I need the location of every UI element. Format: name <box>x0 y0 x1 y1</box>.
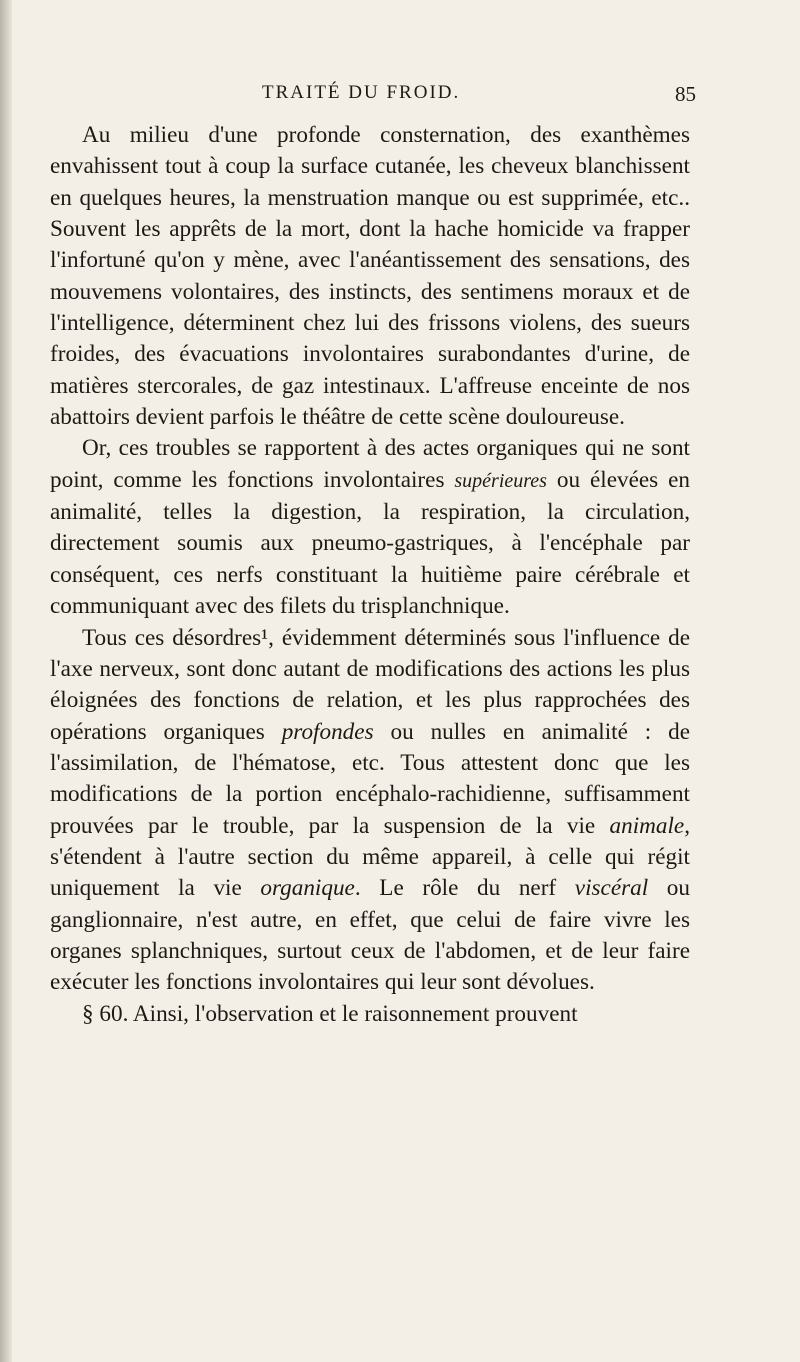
running-head <box>50 82 696 114</box>
italic-text: animale <box>609 812 685 839</box>
book-page <box>50 82 696 1030</box>
paragraph-text: , s'étendent à l'autre section du même appareil, à celle qui régit uniquement la vie <box>50 812 690 902</box>
paragraph-text: Or, ces troubles se rapportent à des actes organiques qui ne sont point, comme les fonctions involontaires <box>50 435 690 493</box>
paragraph <box>50 120 690 433</box>
italic-text: viscéral <box>574 875 649 902</box>
paragraph-text: . Le rôle du nerf <box>354 875 575 902</box>
paragraph <box>50 433 690 622</box>
scan-edge-shadow <box>0 0 12 1362</box>
running-title: TRAITÉ DU FROID. <box>262 82 461 103</box>
paragraph-text: Au milieu d'une profonde consternation, des exanthèmes envahissent tout à coup la surface cutanée, les cheveux blanchissent en quelques heures, la menstruation manque ou est supprimée, etc.. Souvent les apprêts de la mort, dont la hache homicide va frapper l'infortuné qu'on y mène, avec l'anéantissement des sensations, des mouvemens volontaires, des instincts, des sentimens moraux et de l'intelligence, déterminent chez lui des frissons violens, des sueurs froides, des évacuations involontaires surabondantes d'urine, de matières stercorales, de gaz intestinaux. L'affreuse enceinte de nos abattoirs devient parfois le théâtre de cette scène douloureuse. <box>50 122 690 431</box>
paragraph-text: ou élevées en animalité, telles la digestion, la respiration, la circulation, directement soumis aux pneumo-gastriques, à l'encéphale par conséquent, ces nerfs constituant la huitième paire cérébrale et communiquant avec des filets du trisplanchnique. <box>50 466 690 620</box>
paragraph-text: ou nulles en animalité : de l'assimilation, de l'hématose, etc. Tous attestent donc que les modifications de la portion encéphalo-rachidienne, suffisamment prouvées par le trouble, par la suspension de la vie <box>50 718 690 839</box>
page-body <box>50 120 690 1030</box>
paragraph-text: ou ganglionnaire, n'est autre, en effet, que celui de faire vivre les organes splanchniques, surtout ceux de l'abdomen, et de leur faire exécuter les fonctions involontaires qui leur sont dévolues. <box>50 875 690 996</box>
page-number: 85 <box>675 82 696 106</box>
paragraph <box>50 999 690 1030</box>
italic-text: supérieures <box>454 469 547 492</box>
paragraph <box>50 623 690 999</box>
italic-text: profondes <box>281 718 374 745</box>
italic-text: organique <box>260 875 355 902</box>
paragraph-text: Tous ces désordres¹, évidemment déterminés sous l'influence de l'axe nerveux, sont donc autant de modifications des actions les plus éloignées des fonctions de relation, et les plus rapprochées des opérations organiques <box>50 624 690 745</box>
paragraph-text: § 60. Ainsi, l'observation et le raisonnement prouvent <box>82 1000 578 1027</box>
